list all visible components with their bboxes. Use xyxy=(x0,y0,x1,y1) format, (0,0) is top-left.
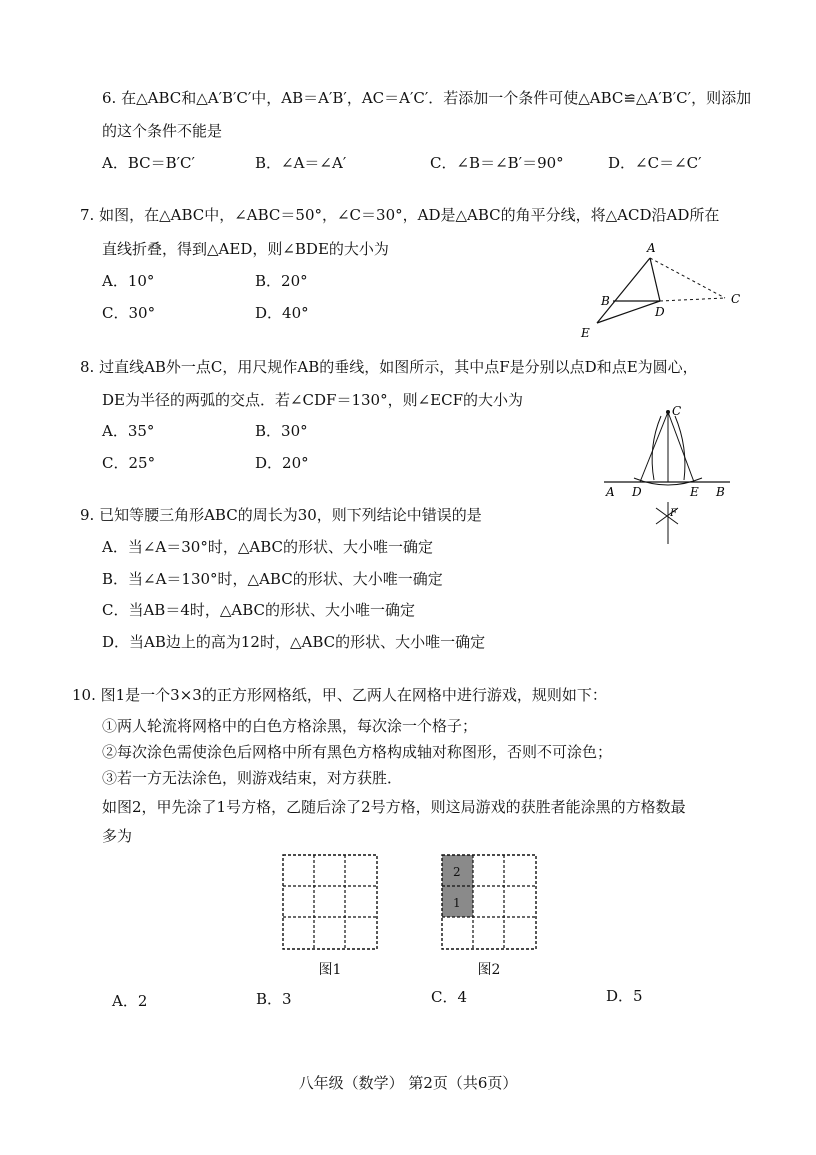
q10-option-c: C．4 xyxy=(431,988,468,1006)
q10-rule-1: ①两人轮流将网格中的白色方格涂黑，每次涂一个格子； xyxy=(102,717,478,735)
q8-segment-cd xyxy=(640,412,668,482)
q6-stem-line-2: 的这个条件不能是 xyxy=(102,122,223,140)
q8-point-c xyxy=(666,410,670,414)
q7-figure xyxy=(575,238,750,343)
q8-arc-right xyxy=(675,416,685,480)
page-footer: 八年级（数学） 第2页（共6页） xyxy=(298,1074,518,1092)
q10-option-d: D．5 xyxy=(606,987,643,1005)
q8-label-c: C xyxy=(672,404,682,418)
q7-segment-ad xyxy=(650,258,660,301)
q9-option-d: D．当AB边上的高为12时，△ABC的形状、大小唯一确定 xyxy=(102,633,486,651)
q8-option-b: B．30° xyxy=(255,422,308,440)
q6-option-c: C．∠B＝∠B′＝90° xyxy=(430,154,564,172)
q8-figure xyxy=(598,392,738,552)
q8-option-a: A．35° xyxy=(102,422,155,440)
q8-option-d: D．20° xyxy=(255,454,309,472)
q10-option-b: B．3 xyxy=(256,990,292,1008)
q10-cell-label-2: 2 xyxy=(453,865,461,879)
q10-rule-2: ②每次涂色需使涂色后网格中所有黑色方格构成轴对称图形，否则不可涂色； xyxy=(102,743,613,761)
q9-option-b: B．当∠A＝130°时，△ABC的形状、大小唯一确定 xyxy=(102,570,443,588)
q6-option-d: D．∠C＝∠C′ xyxy=(608,154,702,172)
q8-segment-ce xyxy=(668,412,694,482)
q10-stem-line-2: 如图2，甲先涂了1号方格，乙随后涂了2号方格，则这局游戏的获胜者能涂黑的方格数最 xyxy=(102,798,686,816)
q8-option-c: C．25° xyxy=(102,454,156,472)
q7-segment-dc-dashed xyxy=(660,298,725,301)
q9-stem-line-1: 9. 已知等腰三角形ABC的周长为30，则下列结论中错误的是 xyxy=(80,506,482,524)
q6-option-b: B．∠A＝∠A′ xyxy=(255,154,347,172)
q10-figure-2-caption: 图2 xyxy=(477,962,501,978)
q7-option-b: B．20° xyxy=(255,272,308,290)
q6-stem-line-1: 6. 在△ABC和△A′B′C′中，AB＝A′B′，AC＝A′C′．若添加一个条件可使△ABC≌△A′B′C′，则添加 xyxy=(102,89,752,107)
q10-cell-label-1: 1 xyxy=(453,896,461,910)
q7-option-d: D．40° xyxy=(255,304,309,322)
q10-figure-1-caption: 图1 xyxy=(318,962,342,978)
q6-option-a: A．BC＝B′C′ xyxy=(102,154,195,172)
q9-option-a: A．当∠A＝30°时，△ABC的形状、大小唯一确定 xyxy=(102,538,433,556)
q8-label-a: A xyxy=(606,485,615,499)
q7-stem-line-1: 7. 如图，在△ABC中，∠ABC＝50°，∠C＝30°，AD是△ABC的角平分线，将△ACD沿AD所在 xyxy=(80,206,720,224)
q10-figure-1-grid xyxy=(282,854,378,950)
q7-label-c: C xyxy=(731,292,741,306)
q9-option-c: C．当AB＝4时，△ABC的形状、大小唯一确定 xyxy=(102,601,416,619)
q10-rule-3: ③若一方无法涂色，则游戏结束，对方获胜． xyxy=(102,769,403,787)
q10-figure-2-grid xyxy=(441,854,537,950)
q7-label-e: E xyxy=(581,326,590,340)
q8-label-d: D xyxy=(632,485,642,499)
q7-segment-ac-dashed xyxy=(650,258,725,298)
q7-label-b: B xyxy=(601,294,610,308)
q7-stem-line-2: 直线折叠，得到△AED，则∠BDE的大小为 xyxy=(102,240,389,258)
q7-option-c: C．30° xyxy=(102,304,156,322)
q8-label-f: F xyxy=(670,508,677,519)
q7-option-a: A．10° xyxy=(102,272,155,290)
q7-label-a: A xyxy=(647,241,656,255)
q8-stem-line-1: 8. 过直线AB外一点C，用尺规作AB的垂线，如图所示，其中点F是分别以点D和点E为圆心， xyxy=(80,358,698,376)
q8-label-b: B xyxy=(716,485,725,499)
q7-label-d: D xyxy=(655,305,665,319)
q10-stem-line-3: 多为 xyxy=(102,827,133,845)
q10-stem-line-1: 10. 图1是一个3×3的正方形网格纸，甲、乙两人在网格中进行游戏，规则如下： xyxy=(72,686,607,704)
q8-stem-line-2: DE为半径的两弧的交点．若∠CDF＝130°，则∠ECF的大小为 xyxy=(102,391,523,409)
q8-label-e: E xyxy=(690,485,699,499)
q10-option-a: A．2 xyxy=(112,992,148,1010)
